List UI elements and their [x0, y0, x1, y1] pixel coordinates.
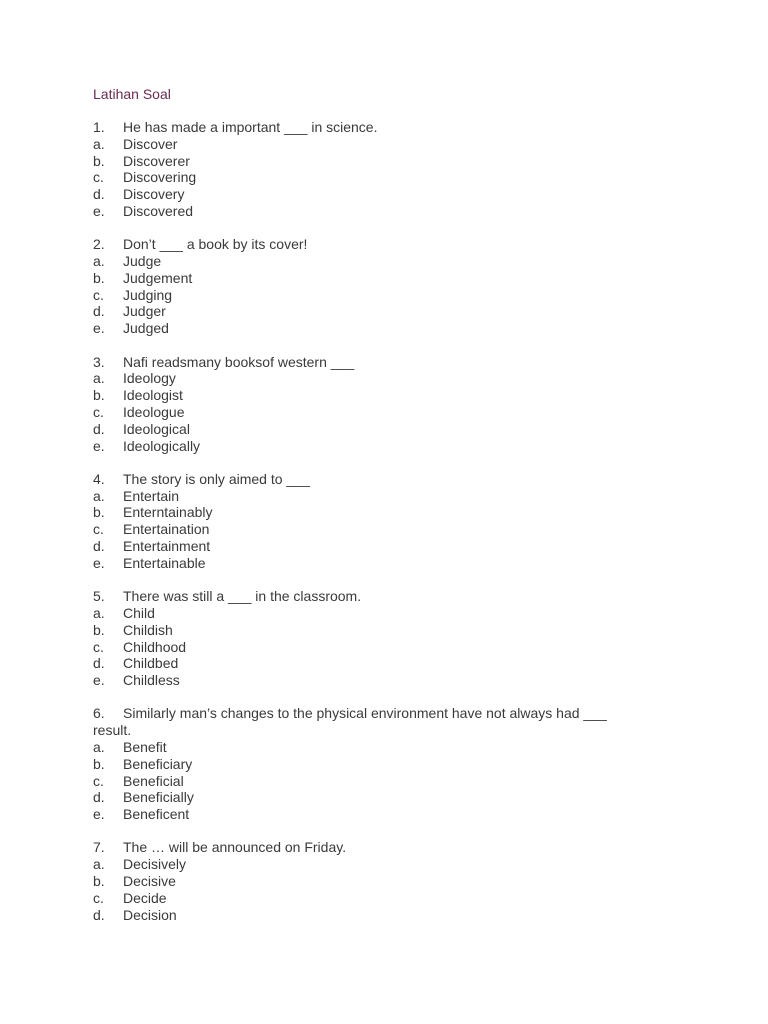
- question-number: 7.: [93, 839, 105, 856]
- option-letter: c.: [93, 772, 104, 789]
- option: [93, 773, 693, 790]
- option-text: Entertainable: [123, 554, 206, 571]
- option-text: Decisive: [123, 873, 176, 890]
- question-line: [93, 839, 693, 856]
- question-number: 1.: [93, 119, 105, 135]
- option-text: Beneficially: [123, 789, 194, 806]
- question-line: [93, 354, 693, 371]
- option-letter: a.: [93, 604, 105, 621]
- option-letter: e.: [93, 806, 105, 823]
- question-line: [93, 705, 693, 722]
- question-4: [93, 471, 693, 572]
- option: [93, 856, 693, 873]
- option-letter: d.: [93, 420, 105, 437]
- question-number: 4.: [93, 470, 105, 487]
- option: [93, 153, 693, 170]
- option-text: Judging: [123, 286, 173, 303]
- option-text: Ideological: [123, 420, 190, 437]
- option-text: Entertain: [123, 487, 180, 504]
- option-letter: d.: [93, 655, 105, 672]
- option: [93, 672, 693, 689]
- question-number: 3.: [93, 353, 105, 370]
- option-letter: e.: [93, 320, 105, 337]
- question-text: The … will be announced on Friday.: [123, 839, 347, 856]
- question-text: Similarly man’s changes to the physical environment have not always had ___: [123, 705, 607, 722]
- option: [93, 404, 693, 421]
- option-letter: a.: [93, 253, 105, 270]
- option: [93, 287, 693, 304]
- option-letter: e.: [93, 437, 105, 454]
- option: [93, 756, 693, 773]
- option: [93, 270, 693, 287]
- option-letter: b.: [93, 621, 105, 638]
- option: [93, 655, 693, 672]
- question-line: [93, 588, 693, 605]
- option-letter: e.: [93, 554, 105, 571]
- option: [93, 739, 693, 756]
- option: [93, 387, 693, 404]
- question-line: [93, 236, 693, 253]
- option: [93, 136, 693, 153]
- option-text: Beneficial: [123, 772, 184, 789]
- option-text: Beneficent: [123, 806, 190, 823]
- option: [93, 555, 693, 572]
- question-7: [93, 839, 693, 923]
- option-letter: d.: [93, 906, 105, 923]
- question-2: [93, 236, 693, 337]
- option: [93, 806, 693, 823]
- option-text: Judger: [123, 303, 166, 320]
- option-text: Judged: [123, 320, 169, 337]
- option: [93, 303, 693, 320]
- option-text: Entertaination: [123, 521, 210, 538]
- option: [93, 873, 693, 890]
- option: [93, 538, 693, 555]
- option-letter: e.: [93, 672, 105, 689]
- option-letter: c.: [93, 169, 104, 186]
- question-text: Nafi readsmany booksof western ___: [123, 353, 355, 370]
- option-text: Beneficiary: [123, 755, 193, 772]
- option: [93, 488, 693, 505]
- option: [93, 186, 693, 203]
- option: [93, 521, 693, 538]
- question-number: 2.: [93, 236, 105, 253]
- question-text: There was still a ___ in the classroom.: [123, 588, 362, 605]
- option: [93, 907, 693, 924]
- option-text: Decisively: [123, 856, 187, 873]
- option-text: Judgement: [123, 269, 193, 286]
- question-number: 6.: [93, 705, 105, 722]
- question-text: Don’t ___ a book by its cover!: [123, 236, 308, 253]
- option-letter: a.: [93, 739, 105, 755]
- option-text: Discovery: [123, 186, 185, 203]
- option-letter: b.: [93, 269, 105, 286]
- option: [93, 622, 693, 639]
- option-text: Discovered: [123, 202, 194, 219]
- option: [93, 253, 693, 270]
- option-letter: c.: [93, 403, 104, 420]
- option: [93, 639, 693, 656]
- question-1: [93, 119, 693, 220]
- question-line-continued: [93, 722, 693, 739]
- option-text: Childbed: [123, 655, 179, 672]
- option-text: Discovering: [123, 169, 197, 186]
- option-letter: a.: [93, 370, 105, 387]
- option-letter: c.: [93, 889, 104, 906]
- question-text: He has made a important ___ in science.: [123, 119, 378, 135]
- option-text: Decision: [123, 906, 177, 923]
- option-text: Childish: [123, 621, 173, 638]
- option-letter: c.: [93, 521, 104, 538]
- option-letter: c.: [93, 638, 104, 655]
- option-letter: d.: [93, 303, 105, 320]
- option-letter: a.: [93, 856, 105, 873]
- option-letter: a.: [93, 135, 105, 152]
- option: [93, 320, 693, 337]
- option-text: Ideologically: [123, 437, 201, 454]
- page-title: Latihan Soal: [93, 86, 171, 102]
- option-letter: e.: [93, 202, 105, 219]
- question-text: The story is only aimed to ___: [123, 470, 310, 487]
- option-text: Decide: [123, 889, 167, 906]
- option-letter: b.: [93, 387, 105, 404]
- option: [93, 890, 693, 907]
- option-text: Enterntainably: [123, 504, 213, 521]
- question-number: 5.: [93, 588, 105, 605]
- option: [93, 421, 693, 438]
- option-letter: b.: [93, 755, 105, 772]
- option-text: Judge: [123, 253, 162, 270]
- option-letter: b.: [93, 152, 105, 169]
- option: [93, 504, 693, 521]
- option-letter: b.: [93, 504, 105, 521]
- option-text: Childless: [123, 672, 180, 689]
- option: [93, 789, 693, 806]
- question-3: [93, 354, 693, 455]
- question-text-continued: result.: [93, 722, 132, 739]
- option-text: Discoverer: [123, 152, 190, 169]
- option-letter: d.: [93, 538, 105, 555]
- option-text: Child: [123, 604, 155, 621]
- option: [93, 605, 693, 622]
- question-line: [93, 471, 693, 488]
- option-letter: b.: [93, 873, 105, 890]
- option-text: Childhood: [123, 638, 187, 655]
- question-5: [93, 588, 693, 689]
- question-line: [93, 119, 693, 136]
- option-text: Discover: [123, 135, 178, 152]
- option-letter: d.: [93, 186, 105, 203]
- option: [93, 438, 693, 455]
- option-text: Ideology: [123, 370, 176, 387]
- option-text: Entertainment: [123, 538, 211, 555]
- option-letter: a.: [93, 487, 105, 504]
- option-letter: d.: [93, 789, 105, 806]
- option: [93, 169, 693, 186]
- option-text: Ideologist: [123, 387, 183, 404]
- option: [93, 203, 693, 220]
- question-6: [93, 705, 693, 823]
- option-letter: c.: [93, 286, 104, 303]
- document-content: [93, 86, 693, 940]
- option: [93, 370, 693, 387]
- option-text: Ideologue: [123, 403, 185, 420]
- option-text: Benefit: [123, 739, 167, 755]
